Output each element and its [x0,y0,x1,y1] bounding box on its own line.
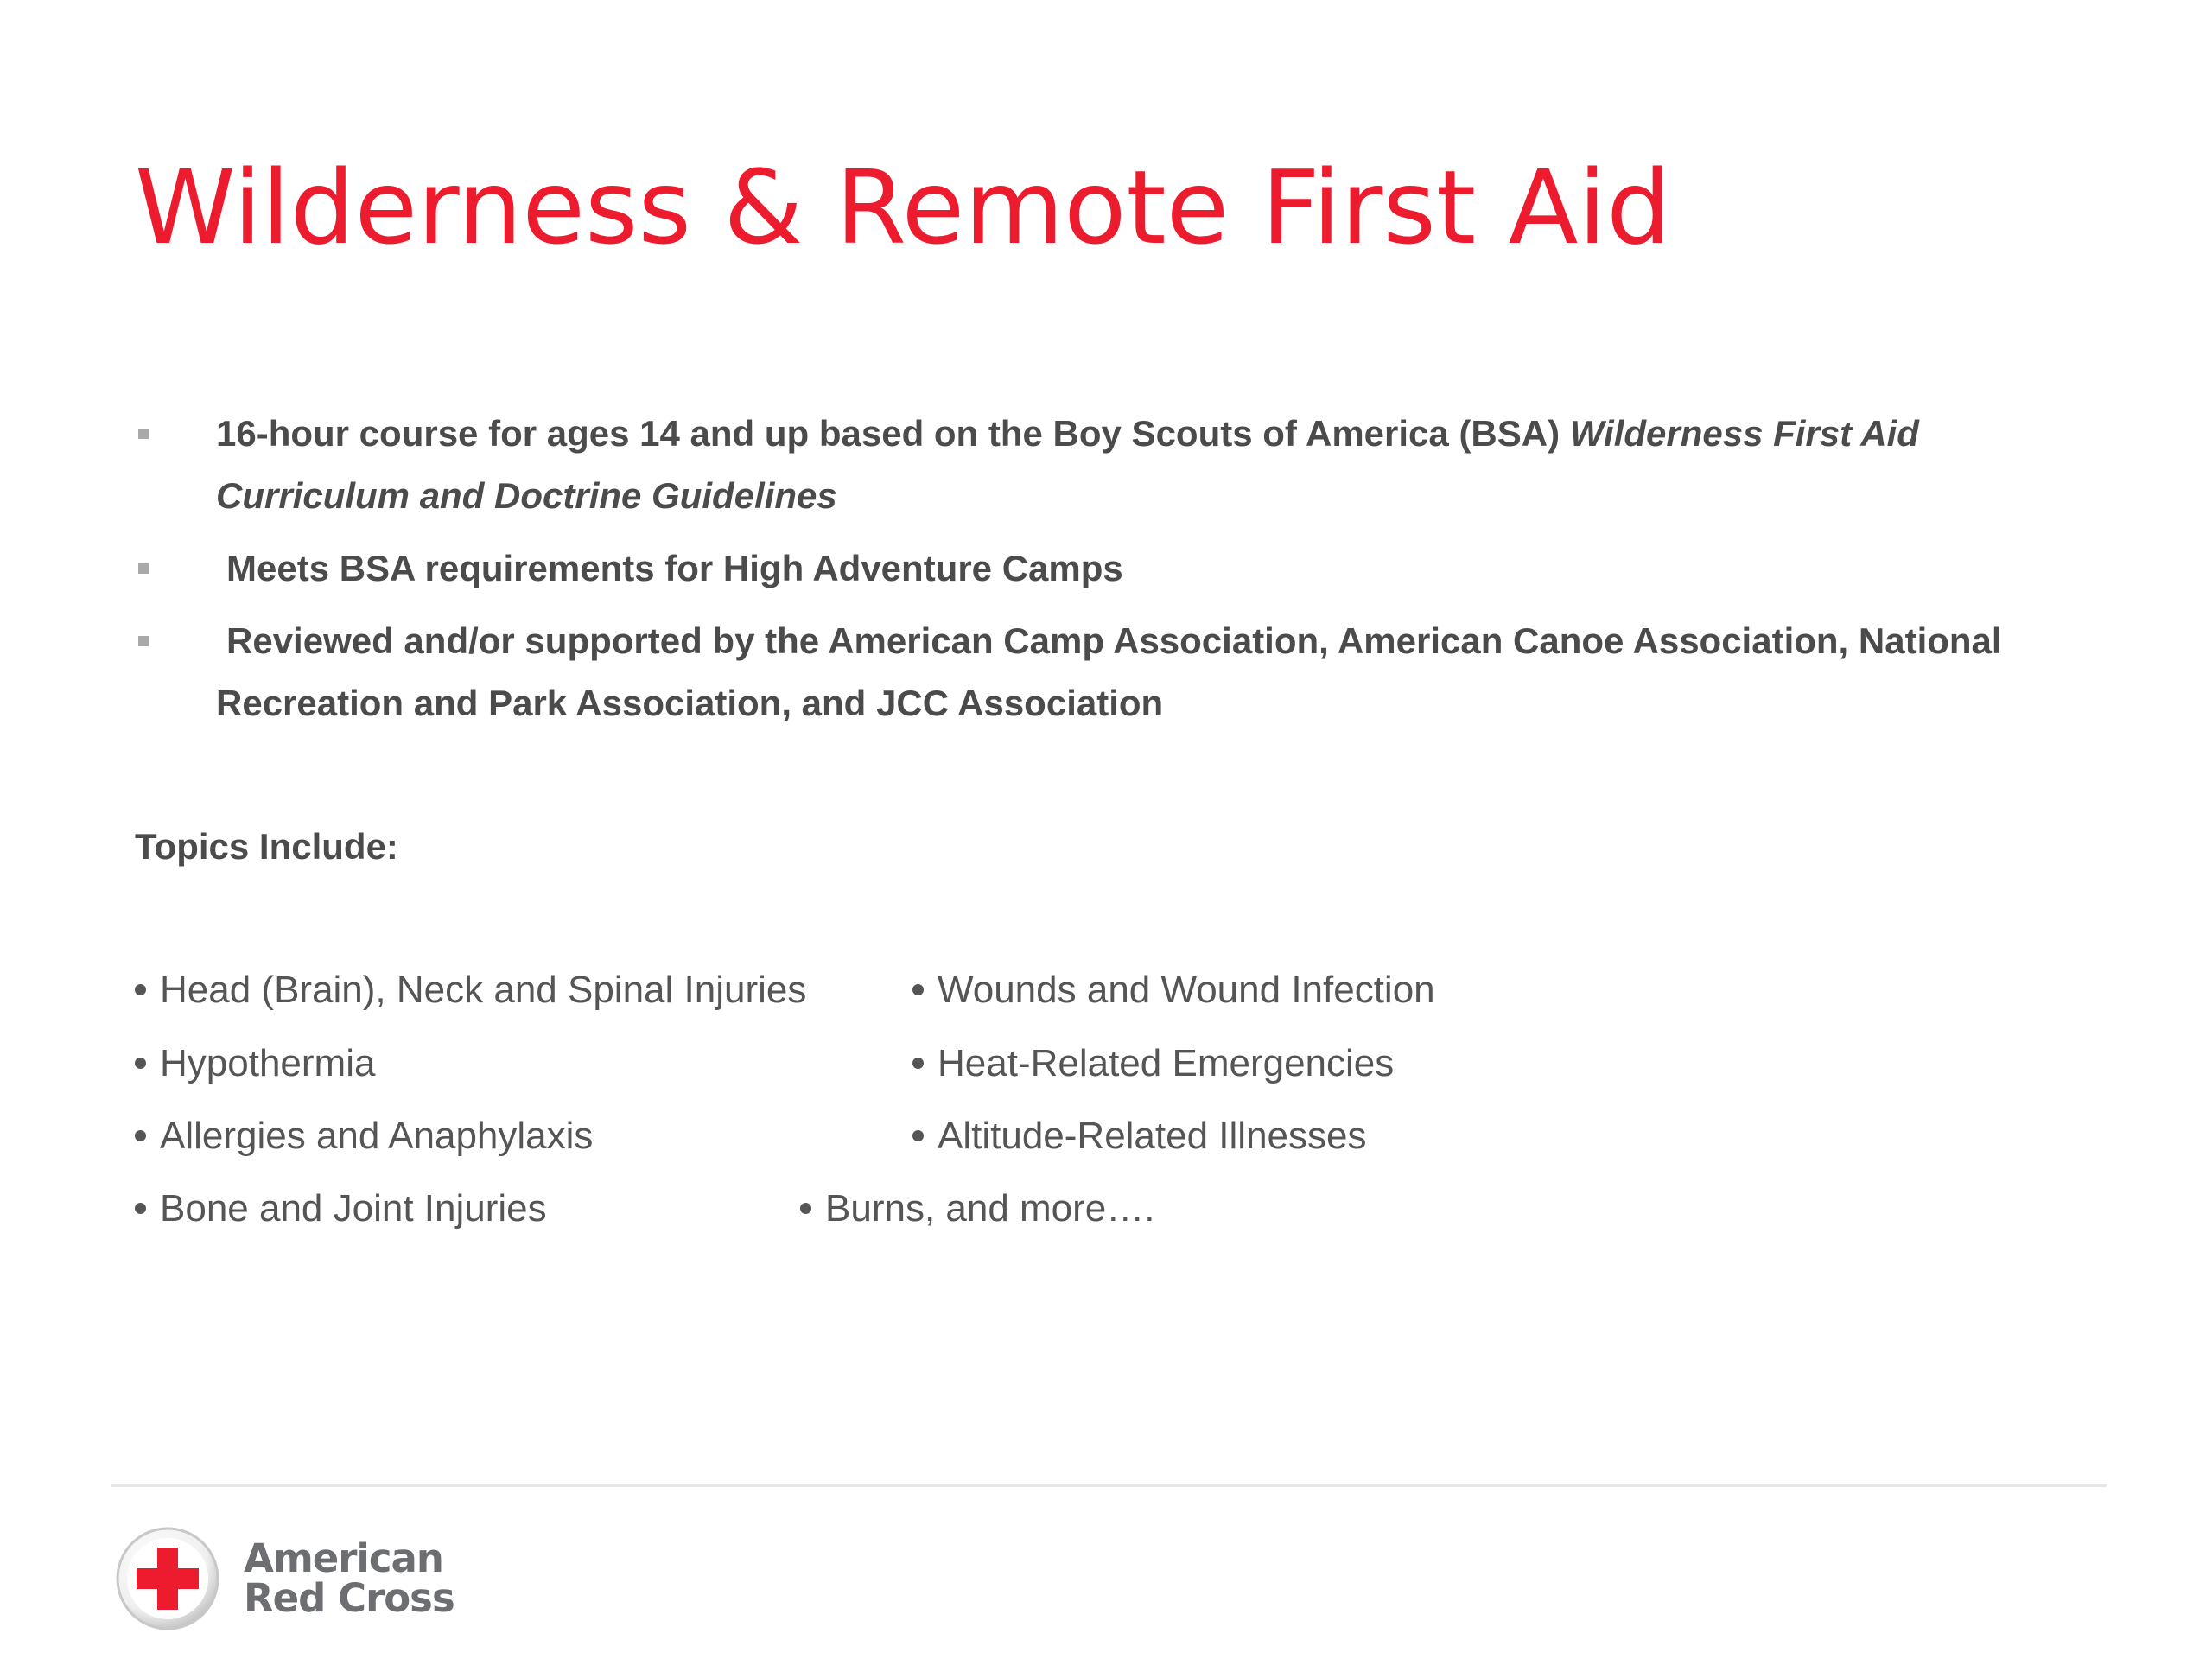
topic-item [912,1036,1394,1091]
topic-item [135,1036,375,1091]
square-bullet-icon [138,563,149,574]
bullet-item [135,537,2088,600]
topic-label: Burns, and more…. [825,1187,1155,1230]
square-bullet-icon [138,429,149,439]
topics-heading: Topics Include: [135,826,398,867]
square-bullet-icon [138,636,149,646]
topic-label: Head (Brain), Neck and Spinal Injuries [160,969,807,1011]
bullet-text: Meets BSA requirements for High Adventure Camps [226,548,1123,588]
bullet-dot-icon [135,1130,146,1141]
topic-label: Altitude-Related Illnesses [938,1115,1367,1157]
topic-label: Heat-Related Emergencies [938,1042,1395,1084]
bullet-dot-icon [135,1203,146,1214]
bullet-dot-icon [912,984,924,995]
bullet-dot-icon [912,1130,924,1141]
bullet-dot-icon [135,1058,146,1069]
bullet-text: Reviewed and/or supported by the American Camp Association, American Canoe Association, National Recreation and Park Association, and JCC Association [216,620,2002,723]
logo-line-1: American [244,1535,443,1581]
topic-item [912,963,1435,1018]
logo-wordmark [244,1535,454,1621]
bullet-list [135,403,2088,745]
bullet-dot-icon [912,1058,924,1069]
bullet-dot-icon [135,984,146,995]
topic-label: Allergies and Anaphylaxis [160,1115,594,1157]
topic-label: Hypothermia [160,1042,376,1084]
bullet-item [135,610,2088,734]
topic-label: Bone and Joint Injuries [160,1187,547,1230]
american-red-cross-logo [114,1525,454,1632]
topic-item [912,1109,1366,1164]
topic-item [800,1181,1155,1236]
bullet-italic-text: Wilderness First Aid Curriculum and Doctrine Guidelines [216,413,1919,516]
bullet-dot-icon [800,1203,811,1214]
topic-item [135,1181,547,1236]
footer-divider [111,1484,2107,1487]
topic-item [135,963,806,1018]
topic-label: Wounds and Wound Infection [938,969,1435,1011]
red-cross-icon [114,1525,221,1632]
bullet-item [135,403,2088,527]
topic-item [135,1109,593,1164]
slide-title: Wilderness & Remote First Aid [135,148,1672,267]
bullet-text: 16-hour course for ages 14 and up based on the Boy Scouts of America (BSA) [216,413,1570,454]
logo-line-2: Red Cross [244,1575,454,1621]
